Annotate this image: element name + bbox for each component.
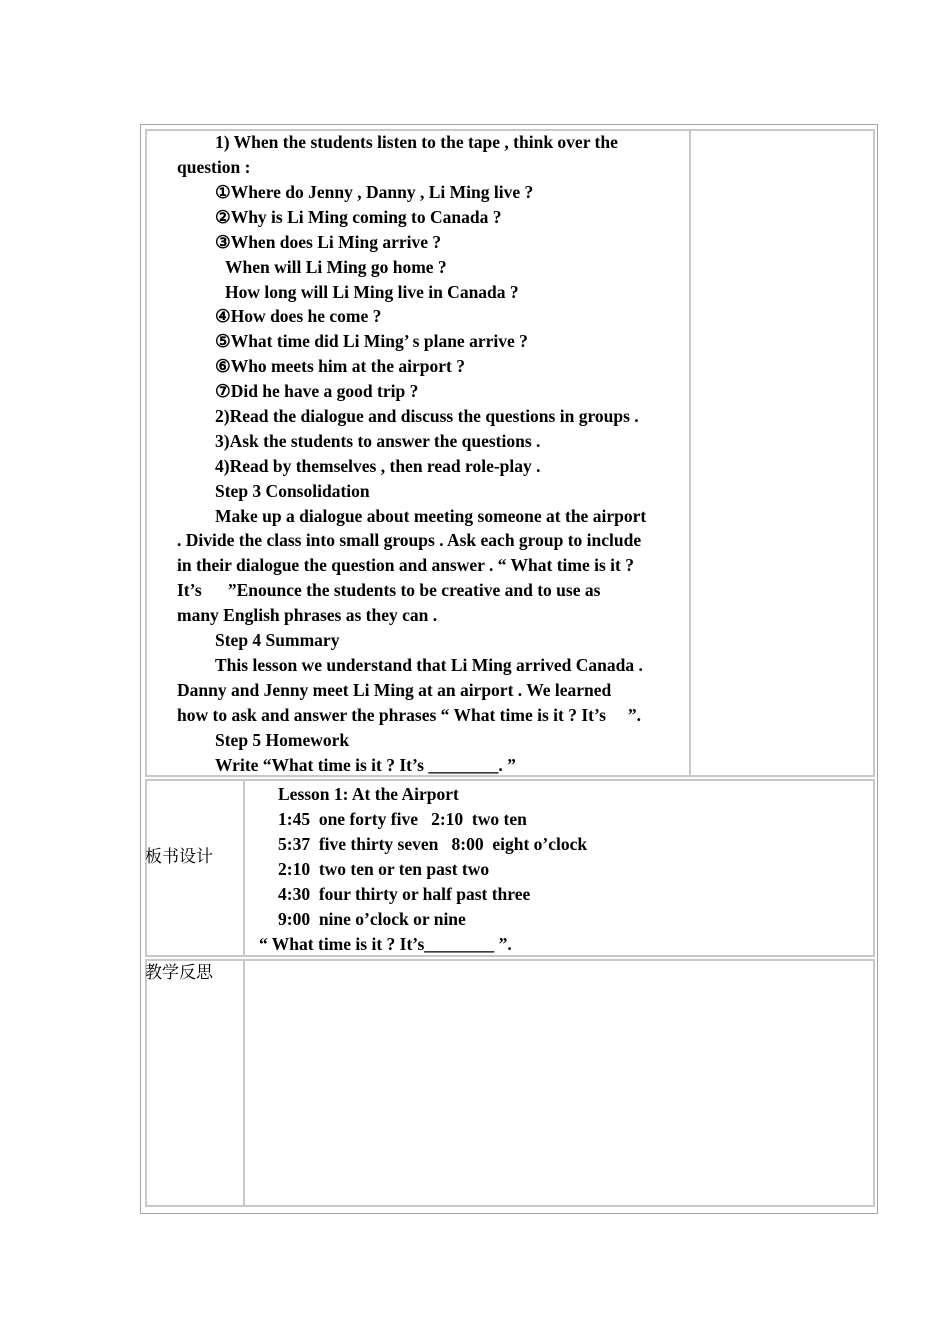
procedure-line: ④How does he come ? (215, 306, 382, 326)
procedure-line: . Divide the class into small groups . Ask each group to include (177, 530, 642, 550)
procedure-line: ③When does Li Ming arrive ? (215, 232, 442, 252)
reflection-content-cell (243, 959, 875, 1207)
board-line: “ What time is it ? It’s________ ”. (259, 934, 512, 954)
procedure-line: How long will Li Ming live in Canada ? (225, 282, 519, 302)
procedure-line: ②Why is Li Ming coming to Canada ? (215, 207, 502, 227)
step-heading: Step 3 Consolidation (215, 481, 370, 501)
step-heading: Step 5 Homework (215, 730, 350, 750)
step-heading: Step 4 Summary (215, 630, 340, 650)
procedure-line: many English phrases as they can . (177, 605, 438, 625)
procedure-line: Danny and Jenny meet Li Ming at an airport . We learned (177, 680, 612, 700)
procedure-line: It’s ”Enounce the students to be creative and to use as (177, 580, 601, 600)
board-line: 4:30 four thirty or half past three (278, 884, 531, 904)
procedure-line: ①Where do Jenny , Danny , Li Ming live ? (215, 182, 534, 202)
procedure-line: ⑦Did he have a good trip ? (215, 381, 419, 401)
procedure-line: question : (177, 157, 251, 177)
board-line: 5:37 five thirty seven 8:00 eight o’clock (278, 834, 588, 854)
procedure-line: in their dialogue the question and answer . “ What time is it ? (177, 555, 634, 575)
procedure-line: 3)Ask the students to answer the questions . (215, 431, 541, 451)
lesson-plan-table (140, 124, 878, 1214)
procedure-line: This lesson we understand that Li Ming arrived Canada . (215, 655, 643, 675)
procedure-line: Write “What time is it ? It’s ________. ” (215, 755, 516, 775)
procedure-line: 2)Read the dialogue and discuss the questions in groups . (215, 406, 639, 426)
reflection-label: 教学反思 (145, 963, 213, 983)
board-design-label: 板书设计 (145, 847, 213, 867)
board-label-cell (145, 779, 245, 957)
procedure-line: 4)Read by themselves , then read role-play . (215, 456, 541, 476)
board-line: 2:10 two ten or ten past two (278, 859, 490, 879)
reflection-label-cell (145, 959, 245, 1207)
procedure-line: how to ask and answer the phrases “ What time is it ? It’s ”. (177, 705, 641, 725)
procedure-line: ⑤What time did Li Ming’ s plane arrive ? (215, 331, 528, 351)
procedure-line: ⑥Who meets him at the airport ? (215, 356, 465, 376)
notes-cell (689, 129, 875, 777)
board-line: 9:00 nine o’clock or nine (278, 909, 466, 929)
board-title: Lesson 1: At the Airport (278, 784, 459, 804)
procedure-line: Make up a dialogue about meeting someone at the airport (215, 506, 647, 526)
board-line: 1:45 one forty five 2:10 two ten (278, 809, 527, 829)
procedure-line: When will Li Ming go home ? (225, 257, 447, 277)
procedure-line: 1) When the students listen to the tape , think over the (215, 132, 618, 152)
